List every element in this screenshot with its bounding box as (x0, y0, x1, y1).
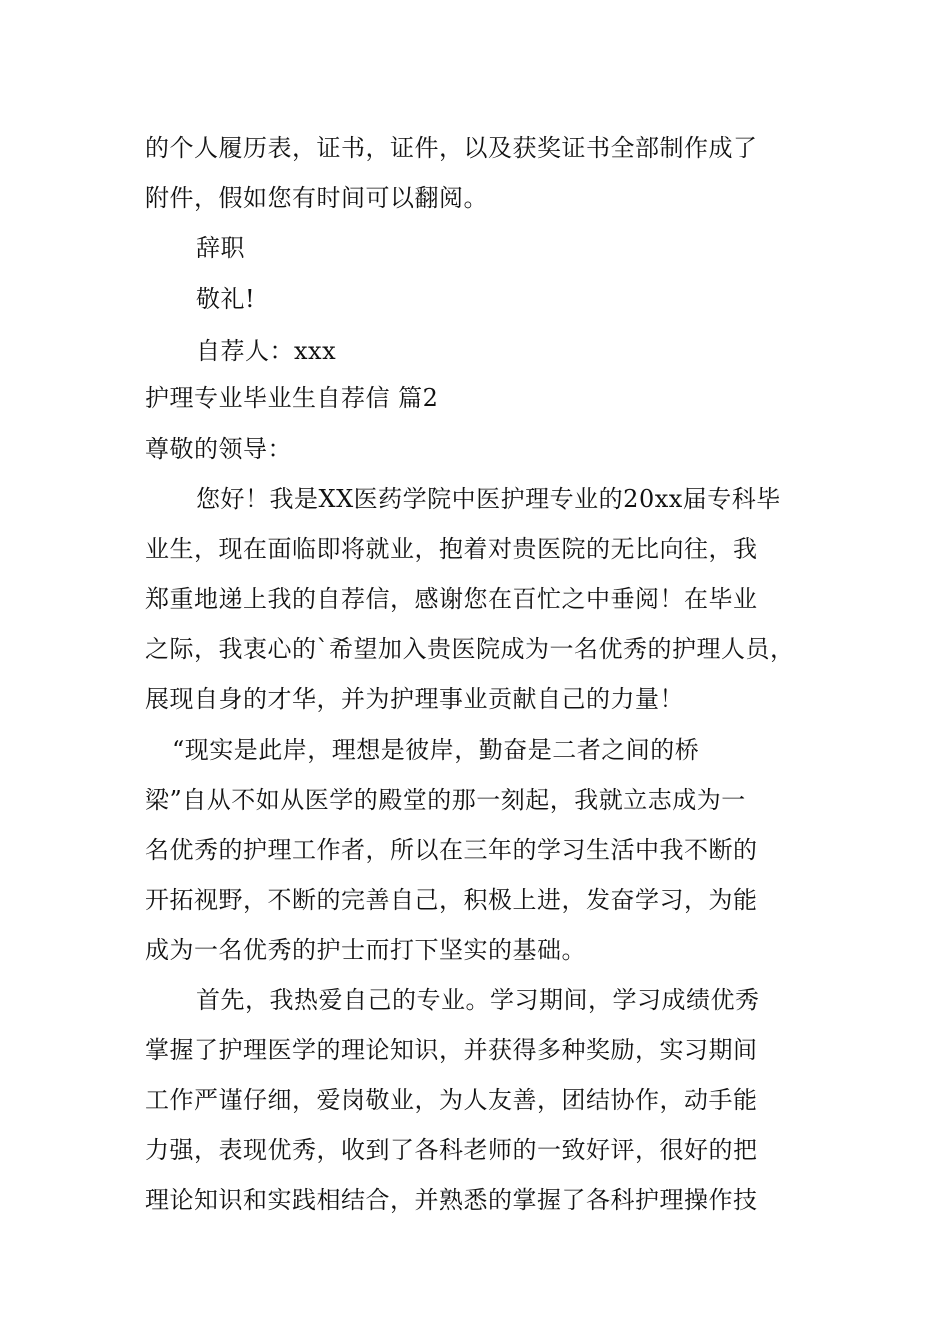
signature-line: 自荐人：xxx (196, 337, 337, 365)
salutation: 尊敬的领导： (145, 435, 292, 463)
text-line: 名优秀的护理工作者，所以在三年的学习生活中我不断的 (145, 836, 758, 864)
text-line: 业生，现在面临即将就业，抱着对贵医院的无比向往，我 (145, 535, 758, 563)
text-line: 附件，假如您有时间可以翻阅。 (145, 184, 488, 212)
text-line: 理论知识和实践相结合，并熟悉的掌握了各科护理操作技 (145, 1186, 758, 1214)
text-line: 之际，我衷心的`希望加入贵医院成为一名优秀的护理人员， (145, 635, 795, 663)
text-line: 您好！我是XX医药学院中医护理专业的20xx届专科毕 (196, 485, 781, 513)
closing-salutation: 敬礼! (196, 285, 256, 313)
text-line: 工作严谨仔细，爱岗敬业，为人友善，团结协作，动手能 (145, 1086, 758, 1114)
text-line: 力强，表现优秀，收到了各科老师的一致好评，很好的把 (145, 1136, 758, 1164)
closing-line: 辞职 (196, 234, 245, 262)
text-line: 掌握了护理医学的理论知识，并获得多种奖励，实习期间 (145, 1036, 758, 1064)
text-line: 开拓视野，不断的完善自己，积极上进，发奋学习，为能 (145, 886, 758, 914)
text-line: 展现自身的才华，并为护理事业贡献自己的力量！ (145, 685, 684, 713)
text-line: 的个人履历表，证书，证件，以及获奖证书全部制作成了 (145, 134, 758, 162)
section-heading: 护理专业毕业生自荐信 篇2 (145, 384, 439, 412)
text-line: 郑重地递上我的自荐信，感谢您在百忙之中垂阅！在毕业 (145, 585, 758, 613)
text-line: 梁”自从不如从医学的殿堂的那一刻起，我就立志成为一 (145, 786, 746, 814)
text-line: 首先，我热爱自己的专业。学习期间，学习成绩优秀 (196, 986, 760, 1014)
text-line: 成为一名优秀的护士而打下坚实的基础。 (145, 936, 586, 964)
text-line: “现实是此岸，理想是彼岸，勤奋是二者之间的桥 (172, 736, 700, 764)
